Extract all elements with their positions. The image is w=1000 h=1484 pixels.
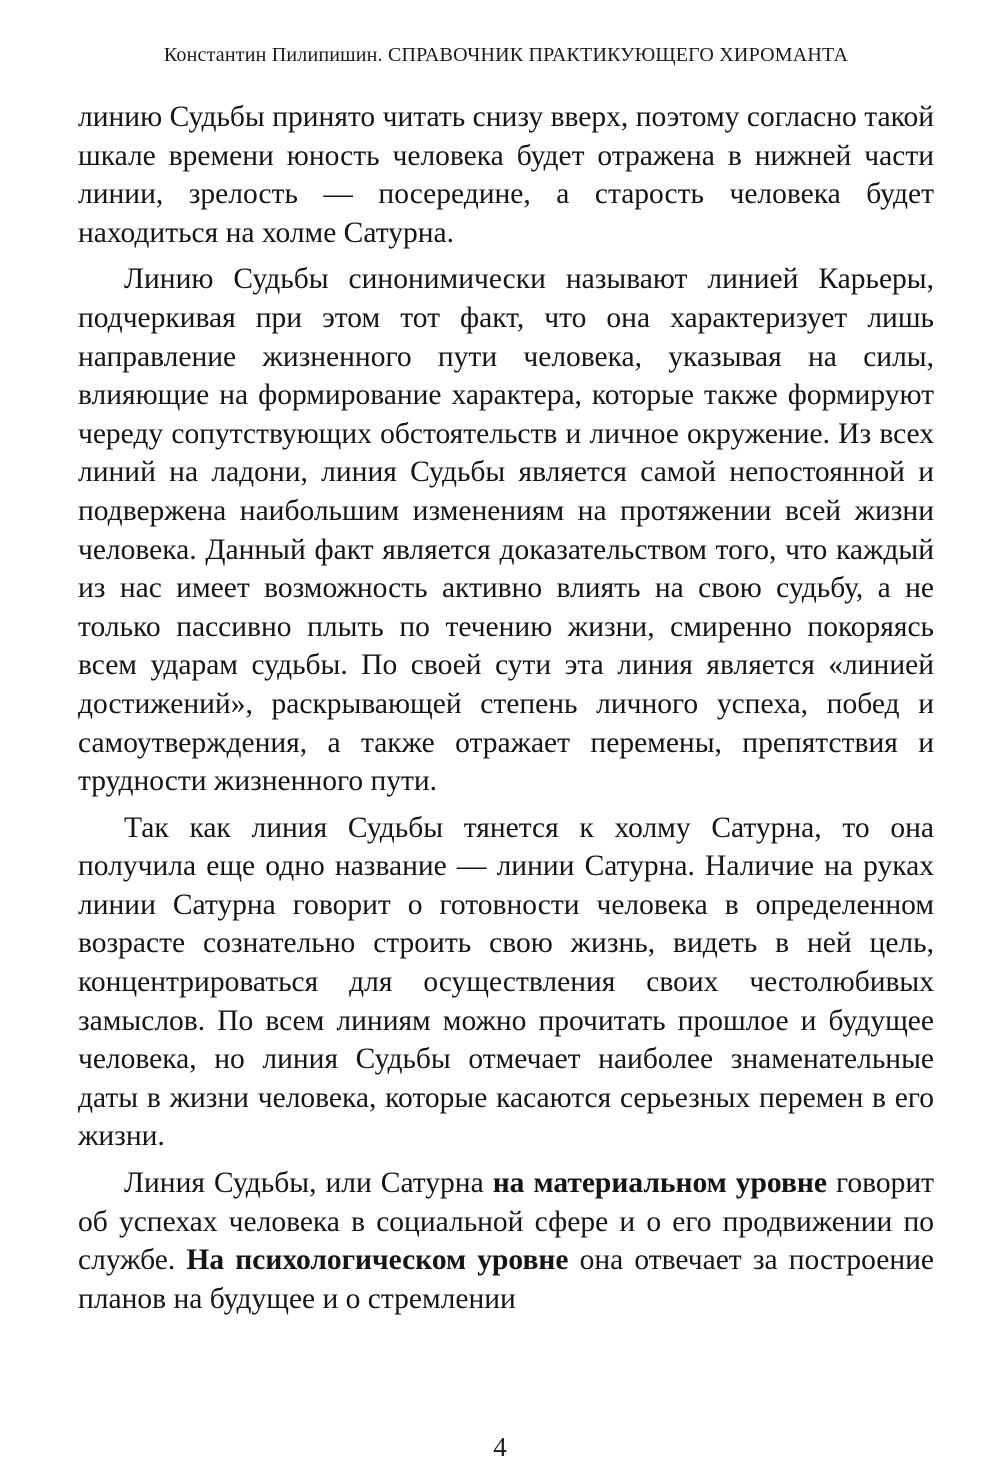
paragraph-4-text-2: говорит об успехах человека в социальной сфере и о его продвижении по службе. — [78, 1167, 935, 1277]
running-head: Константин Пилипишин. СПРАВОЧНИК ПРАКТИКУЮЩЕГО ХИРОМАНТА — [163, 44, 849, 66]
paragraph-4-text-3: она отвечает за построение планов на будущее и о стремлении — [78, 1244, 934, 1315]
emphasis-psychological-level: На психологическом уровне — [186, 1244, 569, 1277]
paragraph-4 — [78, 1164, 934, 1318]
paragraph-3: Так как линия Судьбы тянется к холму Сатурна, то она получила еще одно название — линии Сатурна. Наличие на руках линии Сатурна говорит о готовности человека в определенном возрасте сознательно строить свою жизнь, видеть в ней цель, концентрироваться для осуществления своих честолюбивых замыслов. По всем линиям можно прочитать прошлое и будущее человека, но линия Судьбы отмечает наиболее знаменательные даты в жизни человека, которые касаются серьезных перемен в его жизни. — [78, 811, 934, 1153]
page-number: 4 — [493, 1432, 507, 1462]
paragraph-1: линию Судьбы принято читать снизу вверх, поэтому согласно такой шкале времени юность человека будет отражена в нижней части линии, зрелость — посередине, а старость человека будет находиться на холме Сатурна. — [78, 101, 934, 249]
paragraph-4-text-1: Линия Судьбы, или Сатурна — [124, 1167, 493, 1200]
paragraph-2: Линию Судьбы синонимически называют линией Карьеры, подчеркивая при этом тот факт, что она характеризует лишь направление жизненного пути человека, указывая на силы, влияющие на формирование характера, которые также формируют череду сопутствующих обстоятельств и личное окружение. Из всех линий на ладони, линия Судьбы является самой непостоянной и подвержена наибольшим изменениям на протяжении всей жизни человека. Данный факт является доказательством того, что каждый из нас имеет возможность активно влиять на свою судьбу, а не только пассивно плыть по течению жизни, смиренно покоряясь всем ударам судьбы. По своей сути эта линия является «линией достижений», раскрывающей степень личного успеха, побед и самоутверждения, а также отражает перемены, препятствия и трудности жизненного пути. — [78, 263, 934, 798]
body-text — [78, 98, 934, 1326]
emphasis-material-level: на материальном уровне — [492, 1167, 827, 1200]
